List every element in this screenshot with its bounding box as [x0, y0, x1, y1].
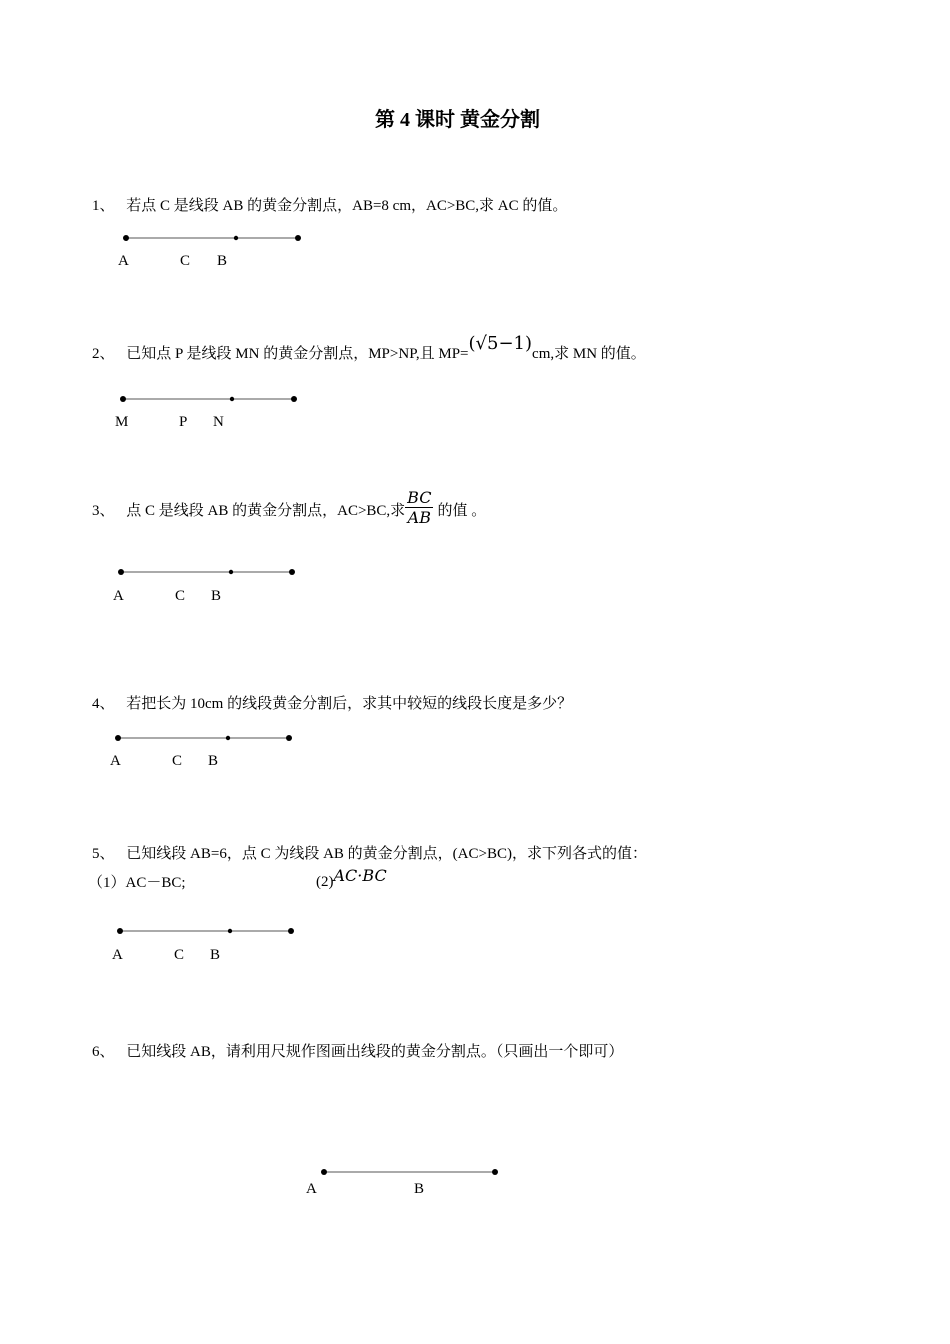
point-label-c: C [180, 253, 191, 269]
question-5-text: 已知线段 AB=6，点 C 为线段 AB 的黄金分割点，(AC>BC)，求下列各式的值： [126, 846, 647, 862]
question-3 [92, 488, 487, 531]
fraction-numerator: BC [407, 488, 432, 507]
question-3-text-after: 的值 。 [437, 502, 487, 519]
question-2-number: 2、 [92, 346, 115, 362]
point-label-n: N [213, 414, 224, 430]
point-label-c: C [174, 947, 185, 963]
fraction-denominator: AB [407, 508, 431, 527]
question-3-number: 3、 [92, 502, 115, 519]
point-label-b: B [210, 947, 221, 963]
point-label-b: B [414, 1181, 425, 1197]
point-label-c: C [172, 753, 183, 769]
question-1-number: 1、 [92, 198, 115, 214]
question-6-number: 6、 [92, 1044, 115, 1060]
question-2-text-after: cm,求 MN 的值。 [532, 346, 646, 362]
question-6 [92, 1040, 623, 1061]
question-1 [92, 194, 567, 215]
question-5 [92, 842, 647, 863]
question-5-part-1: （1）AC－BC; [88, 875, 186, 891]
question-5-number: 5、 [92, 846, 115, 862]
question-5-part-2-prefix: (2) [316, 874, 334, 890]
point-label-b: B [208, 753, 219, 769]
point-label-p: P [179, 414, 188, 430]
point-label-a: A [118, 253, 129, 269]
point-label-c: C [175, 588, 186, 604]
point-label-a: A [306, 1181, 317, 1197]
point-b-dot [295, 235, 301, 241]
point-label-a: A [113, 588, 124, 604]
point-label-a: A [112, 947, 123, 963]
point-label-b: B [217, 253, 228, 269]
question-2-text: 已知点 P 是线段 MN 的黄金分割点，MP>NP,且 MP= [126, 346, 469, 362]
question-5-part-2 [316, 866, 387, 890]
question-6-text: 已知线段 AB，请利用尺规作图画出线段的黄金分割点。（只画出一个即可） [126, 1044, 624, 1060]
question-4-number: 4、 [92, 696, 115, 712]
point-label-m: M [115, 414, 129, 430]
question-3-text: 点 C 是线段 AB 的黄金分割点，AC>BC,求 [126, 502, 406, 519]
question-2 [92, 333, 646, 363]
point-a-dot [123, 235, 129, 241]
question-4 [92, 692, 572, 713]
point-c-dot [234, 236, 238, 240]
fraction-bc-over-ab [405, 488, 433, 527]
question-1-text: 若点 C 是线段 AB 的黄金分割点，AB=8 cm，AC>BC,求 AC 的值。 [126, 198, 568, 214]
question-4-text: 若把长为 10cm 的线段黄金分割后，求其中较短的线段长度是多少？ [126, 696, 573, 712]
point-label-b: B [211, 588, 222, 604]
math-expression-ac-times-bc: AC·BC [333, 866, 387, 885]
math-expression-sqrt5-minus-1: (√5−1) [468, 333, 533, 354]
point-label-a: A [110, 753, 121, 769]
page-title: 第 4 课时 黄金分割 [375, 109, 540, 131]
